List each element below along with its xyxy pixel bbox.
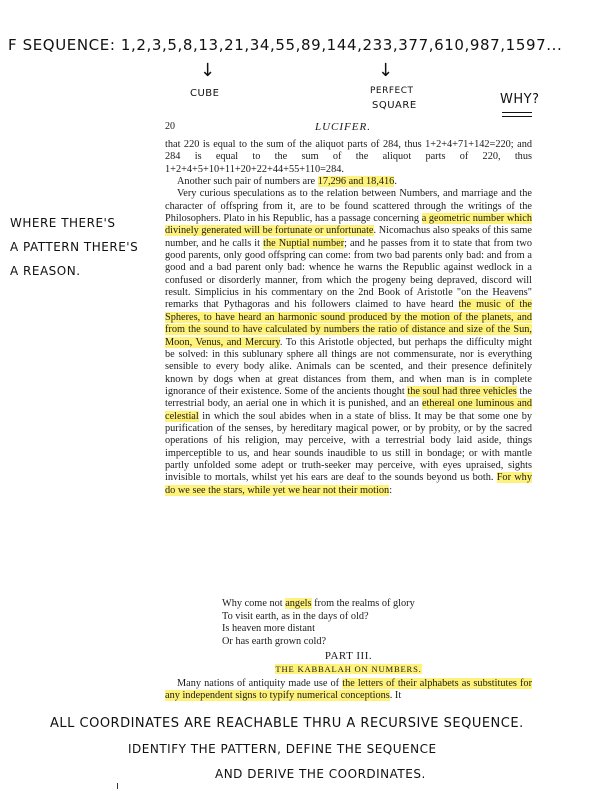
perfect-note: PERFECT — [370, 86, 414, 96]
part-title: PART III. — [324, 650, 373, 662]
paragraph — [165, 678, 532, 703]
text-run: Many nations of antiquity made use of — [177, 678, 343, 689]
where-note-line: WHERE THERE'S — [10, 216, 116, 230]
poem — [222, 598, 415, 648]
part-subtitle — [165, 664, 532, 674]
text-run: in which the soul abides when in a state of bliss. It may be that some one by purification of the senses, by hereditary magical power, or by probity, or by the sacred operations of his religion, may perceive, with a terrestrial body laid aside, things imperceptible to us, and hear sounds inaudible to us still in bondage; or with mantle partly unfolded some adept or truth-seeker may perceive, with eyes upraised, sights invisible to mortals, whilst yet his ears are deaf to the sounds beyond us both. — [165, 410, 532, 484]
down-arrow-icon: ↓ — [378, 60, 394, 81]
square-note: SQUARE — [372, 100, 417, 111]
page-header — [165, 121, 535, 137]
down-arrow-icon: ↓ — [200, 60, 216, 81]
text-run: : — [389, 484, 393, 496]
highlight: For why do we see the stars, while yet we hear not their motion — [165, 472, 532, 496]
text-run: . — [394, 176, 397, 188]
highlight: THE KABBALAH ON NUMBERS. — [275, 664, 422, 674]
text-run: from the realms of glory — [311, 598, 415, 609]
highlight: a geometric number which divinely generated will be fortunate or unfortunate — [165, 213, 533, 237]
running-head: LUCIFER. — [315, 121, 371, 133]
paragraph — [165, 176, 532, 188]
cube-note: CUBE — [190, 88, 220, 99]
bottom-note-line: AND DERIVE THE COORDINATES. — [215, 767, 426, 781]
page-number: 20 — [165, 121, 175, 132]
text-run: Why come not — [222, 598, 286, 609]
highlight: the Nuptial number — [263, 237, 345, 249]
body-text — [165, 678, 532, 703]
highlight: the soul had three vehicles — [407, 385, 517, 397]
bottom-note-line: ALL COORDINATES ARE REACHABLE THRU A RECURSIVE SEQUENCE. — [50, 716, 524, 731]
fibonacci-sequence-note: F SEQUENCE: 1,2,3,5,8,13,21,34,55,89,144,233,377,610,987,1597... — [8, 36, 563, 54]
poem-line — [222, 598, 415, 611]
why-note: WHY? — [500, 92, 540, 107]
text-run: ; and he passes from it to state that from two good parents, only good offspring can come: from two bad parents only bad: and from a good and a bad parent only bad: whence he warns the Republic against wedlock in a confused or disorderly manner, from which the progeny being depraved, discord will result. Simplicius in his commentary on the 2nd Book of Aristotle "on the Heavens" remarks that Pythagoras and his followers claimed to have heard — [165, 237, 532, 311]
text-run: . To this Aristotle objected, but perhaps the difficulty might be solved: in this sublunary sphere all things are not commensurate, nor is everything sensible to every body alike. Animals can be scented, and their presence definitely known by dogs when at great distances from them, and when man is in complete ignorance of their existence. Some of the ancients thought — [165, 336, 532, 397]
highlight: the letters of their alphabets as substitutes for any independent signs to typify numerical conceptions — [165, 678, 533, 702]
text-run: . Nicomachus also speaks of this same number, and he calls it — [165, 225, 533, 249]
why-underline — [502, 112, 532, 120]
poem-line: Is heaven more distant — [222, 623, 315, 634]
highlight: angels — [285, 598, 312, 609]
text-run: the terrestrial body, an aerial one in which it is punished, and an — [165, 385, 533, 410]
highlight: ethereal one luminous and celestial — [165, 398, 533, 422]
body-text — [165, 139, 532, 497]
highlight: 17,296 and 18,416 — [317, 176, 395, 188]
pen-mark — [117, 783, 118, 789]
poem-line: To visit earth, as in the days of old? — [222, 610, 369, 622]
where-note-line: A REASON. — [10, 264, 81, 278]
text-run: Another such pair of numbers are — [177, 176, 318, 188]
paragraph: that 220 is equal to the sum of the aliquot parts of 284, thus 1+2+4+71+142=220; and 284 is equal to the sum of the aliquot parts of 220, thus 1+2+4+5+10+11+20+22+44+55+110=284. — [165, 139, 532, 175]
where-note-line: A PATTERN THERE'S — [10, 240, 139, 254]
text-run: Very curious speculations as to the relation between Numbers, and marriage and the character of offspring from it, are to be found scattered through the writings of the Philosophers. Plato in his Republic, has a passage concerning — [165, 188, 532, 225]
poem-line: Or has earth grown cold? — [222, 635, 327, 647]
paragraph — [165, 188, 532, 497]
bottom-note-line: IDENTIFY THE PATTERN, DEFINE THE SEQUENCE — [128, 742, 437, 756]
highlight: the music of the Spheres, to have heard an harmonic sound produced by the motion of the planets, and from the sound to have calculated by numbers the ratio of distance and size of the Sun, Moon, Venus, and Mercury — [165, 299, 532, 348]
text-run: . It — [389, 690, 402, 702]
